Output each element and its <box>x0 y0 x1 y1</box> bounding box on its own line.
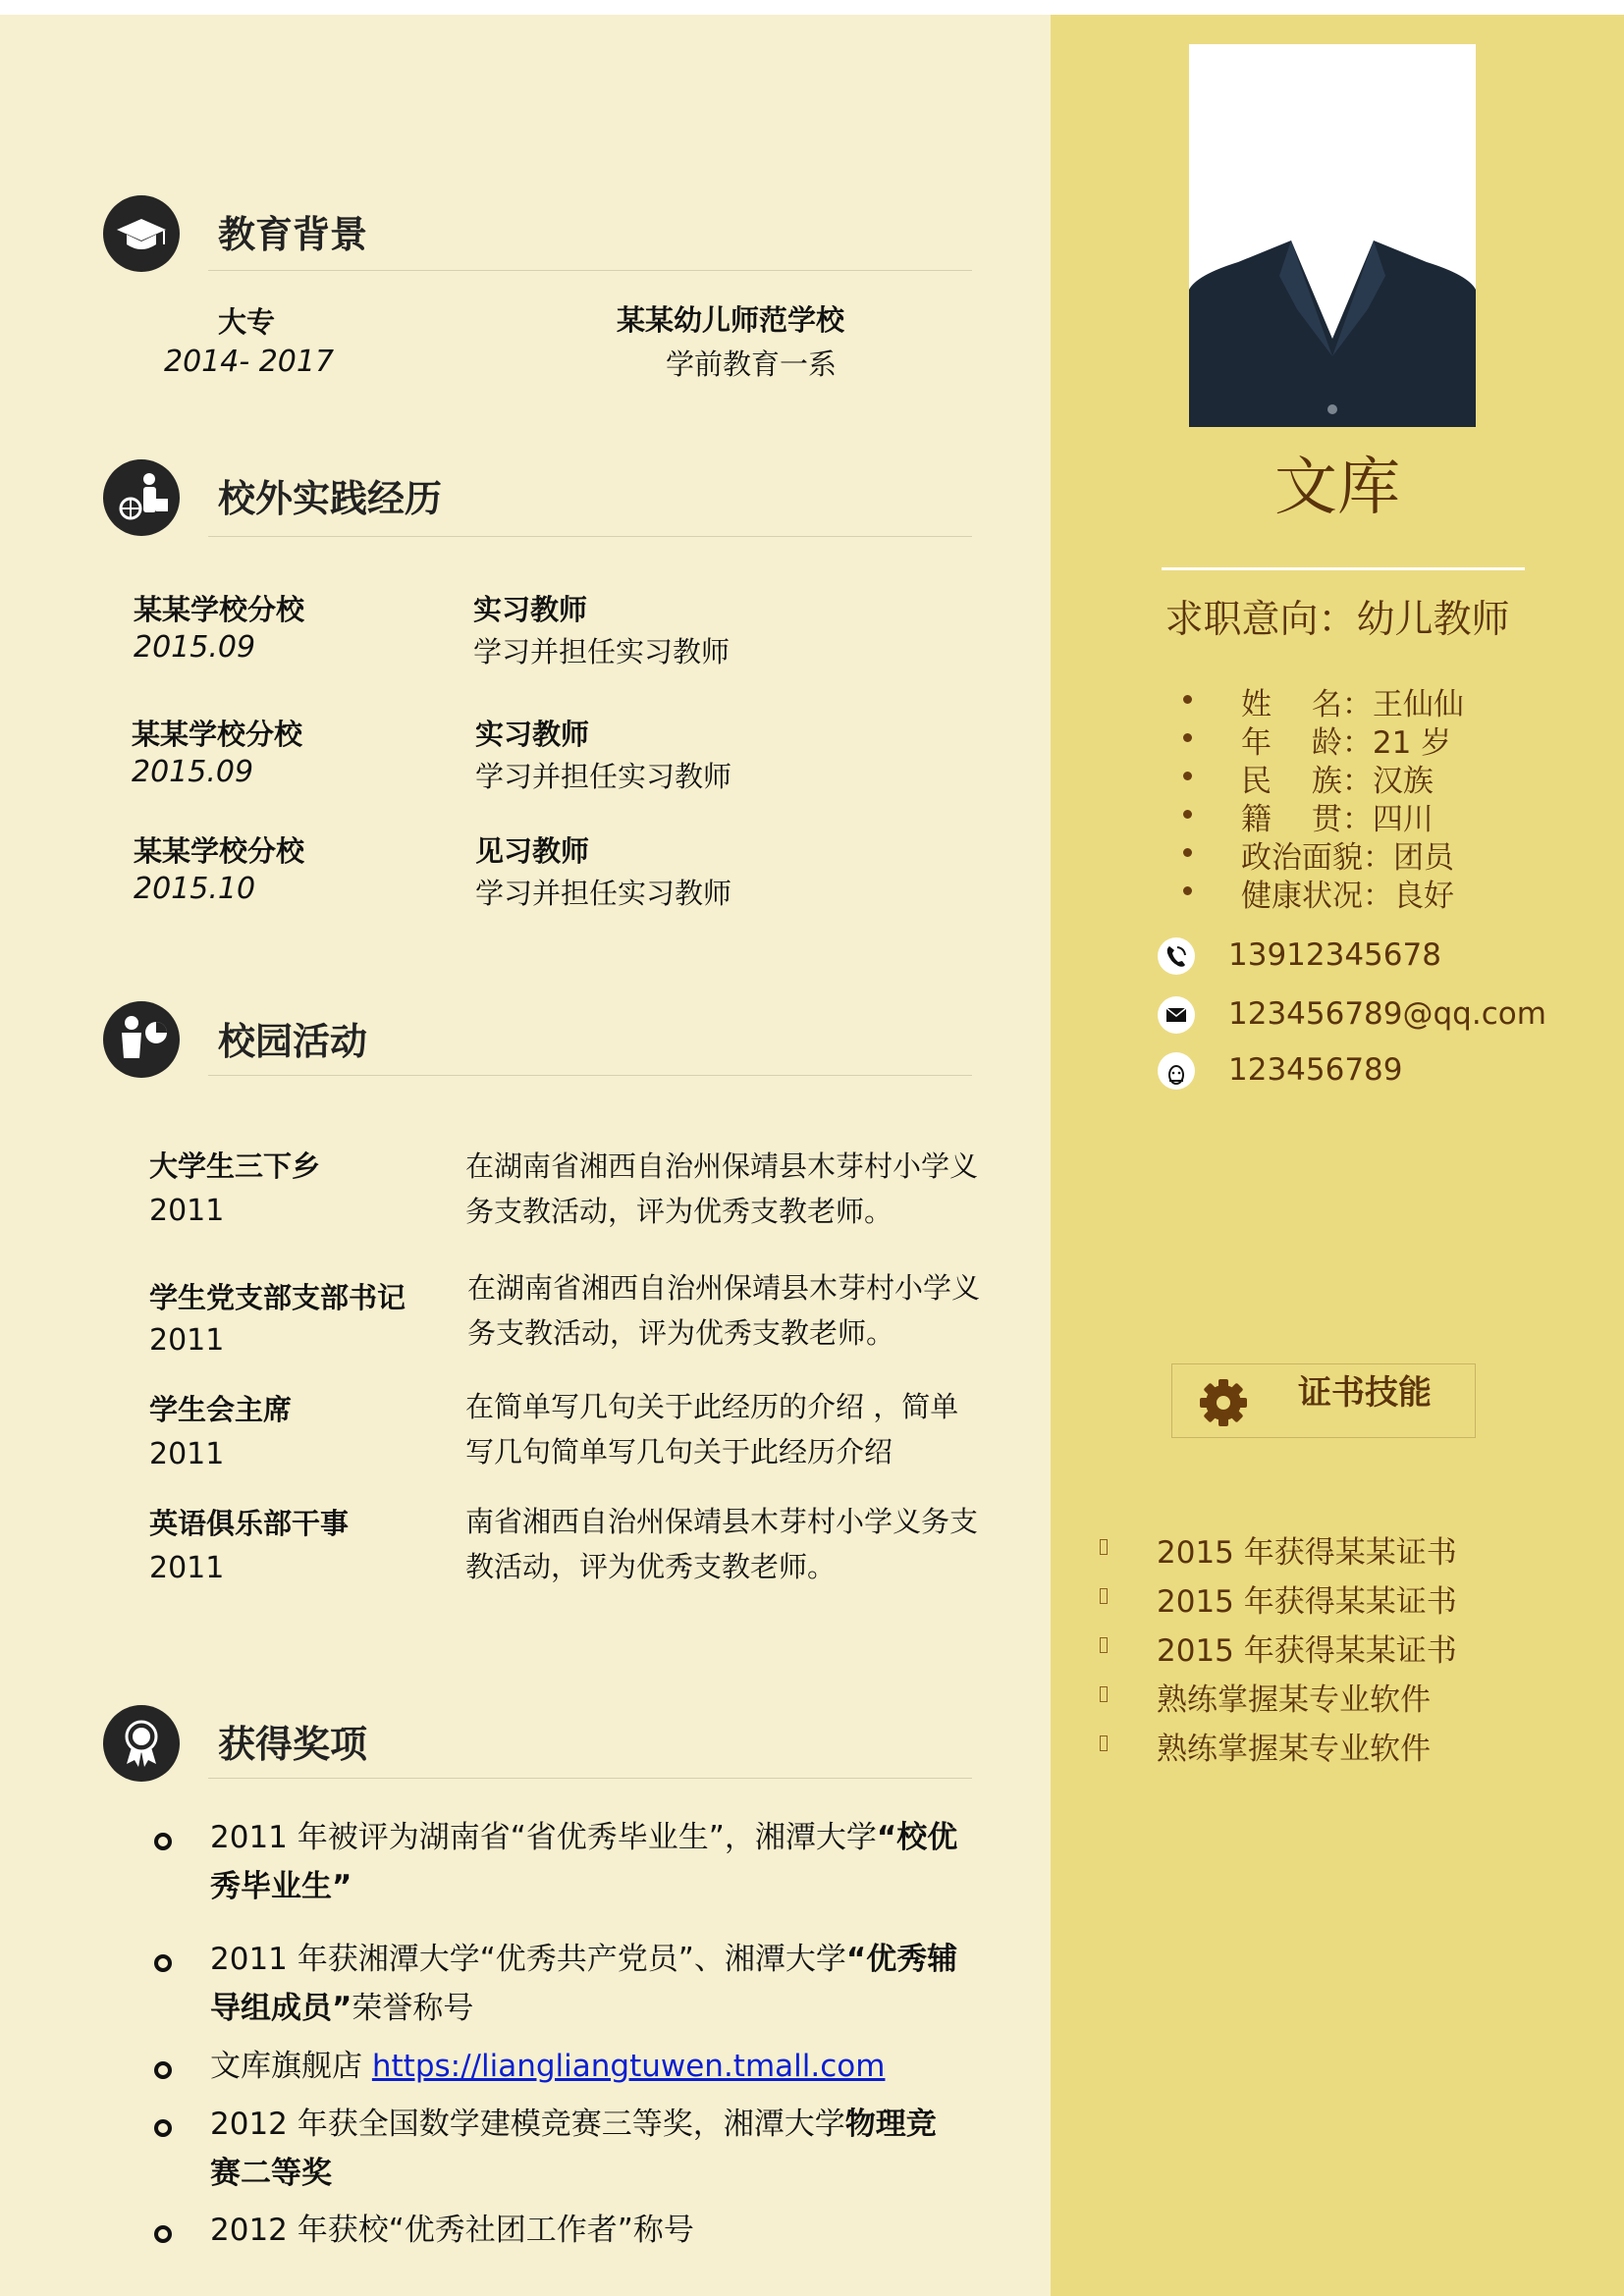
practice-org: 某某学校分校 <box>134 593 305 626</box>
award-item <box>210 1813 966 1911</box>
activity-year: 2011 <box>149 1323 225 1358</box>
bullet <box>1183 772 1192 780</box>
award-text: 2011 年被评为湖南省“省优秀毕业生”，湘潭大学 <box>210 1820 877 1855</box>
bullet <box>154 2119 172 2137</box>
section-divider <box>208 1778 972 1779</box>
graduation-cap-icon <box>103 195 180 272</box>
job-intent: 求职意向：幼儿教师 <box>1164 598 1510 642</box>
info-text: 籍 贯：四川 <box>1241 802 1434 837</box>
qq-icon <box>1158 1052 1195 1090</box>
qq-number: 123456789 <box>1228 1052 1403 1088</box>
award-medal-icon <box>103 1705 180 1782</box>
bullet <box>1100 1735 1108 1751</box>
practice-date: 2015.09 <box>132 755 254 789</box>
practice-item <box>0 713 1051 821</box>
award-item <box>210 1935 966 2033</box>
bullet <box>1183 695 1192 704</box>
practice-date: 2015.10 <box>134 872 256 906</box>
bullet <box>1183 848 1192 857</box>
award-highlight: 物理竞赛二等奖 <box>210 2107 937 2191</box>
info-text: 民 族：汉族 <box>1241 764 1434 799</box>
activity-name: 学生党支部支部书记 <box>149 1281 406 1314</box>
cert-text: 2015 年获得某某证书 <box>1157 1633 1457 1669</box>
activity-year: 2011 <box>149 1437 225 1471</box>
bullet <box>1100 1637 1108 1653</box>
award-item <box>210 2206 966 2255</box>
activity-desc: 在湖南省湘西自治州保靖县木芽村小学义务支教活动，评为优秀支教老师。 <box>465 1149 979 1228</box>
bullet <box>1183 733 1192 742</box>
practice-role: 实习教师 <box>473 593 588 626</box>
practice-desc: 学习并担任实习教师 <box>473 635 731 668</box>
award-text: 荣誉称号 <box>352 1991 474 2026</box>
practice-role: 实习教师 <box>475 718 590 751</box>
info-text: 健康状况：良好 <box>1241 879 1454 914</box>
practice-item <box>0 829 1051 937</box>
section-divider <box>208 270 972 271</box>
email-icon <box>1158 996 1195 1034</box>
profile-photo <box>1189 44 1476 427</box>
award-text: 文库旗舰店 <box>210 2049 372 2084</box>
cert-text: 熟练掌握某专业软件 <box>1157 1732 1431 1767</box>
bullet <box>154 2061 172 2079</box>
presenter-icon <box>103 1001 180 1078</box>
activity-name: 学生会主席 <box>149 1393 293 1426</box>
phone-icon <box>1158 937 1195 975</box>
activity-name: 英语俱乐部干事 <box>149 1507 350 1540</box>
bullet <box>1183 886 1192 895</box>
award-text: 2012 年获全国数学建模竞赛三等奖，湘潭大学 <box>210 2107 845 2142</box>
practice-date: 2015.09 <box>134 630 256 665</box>
practice-role: 见习教师 <box>475 834 590 868</box>
section-title-awards: 获得奖项 <box>218 1723 368 1766</box>
activity-desc: 在湖南省湘西自治州保靖县木芽村小学义务支教活动，评为优秀支教老师。 <box>467 1271 981 1350</box>
award-text: 2012 年获校“优秀社团工作者”称号 <box>210 2213 694 2248</box>
award-highlight: “校优秀毕业生” <box>210 1820 958 1904</box>
bullet <box>1100 1686 1108 1702</box>
section-title-practice: 校外实践经历 <box>218 477 443 520</box>
bullet <box>1183 810 1192 819</box>
activity-year: 2011 <box>149 1194 225 1228</box>
education-years: 2014- 2017 <box>164 345 335 379</box>
practice-org: 某某学校分校 <box>132 718 303 751</box>
section-divider <box>208 536 972 537</box>
practice-item <box>0 588 1051 696</box>
store-link[interactable]: https://liangliangtuwen.tmall.com <box>371 2049 886 2084</box>
candidate-name: 文库 <box>1274 452 1400 524</box>
education-school: 某某幼儿师范学校 <box>617 303 845 337</box>
gear-icon <box>1194 1373 1253 1432</box>
practice-desc: 学习并担任实习教师 <box>475 760 732 793</box>
bullet <box>1100 1588 1108 1604</box>
education-degree: 大专 <box>218 305 276 339</box>
section-title-activities: 校园活动 <box>218 1020 368 1063</box>
activity-desc: 在简单写几句关于此经历的介绍 ，简单写几句简单写几句关于此经历介绍 <box>465 1390 959 1468</box>
activity-desc: 南省湘西自治州保靖县木芽村小学义务支教活动，评为优秀支教老师。 <box>465 1505 979 1583</box>
section-title-education: 教育背景 <box>218 213 368 256</box>
award-item <box>210 2042 966 2091</box>
email-address: 123456789@qq.com <box>1228 996 1546 1032</box>
bullet <box>154 2225 172 2243</box>
education-department: 学前教育一系 <box>666 347 838 381</box>
cert-text: 2015 年获得某某证书 <box>1157 1535 1457 1571</box>
practice-org: 某某学校分校 <box>134 834 305 868</box>
practice-desc: 学习并担任实习教师 <box>475 877 732 910</box>
teacher-icon <box>103 459 180 536</box>
cert-text: 2015 年获得某某证书 <box>1157 1584 1457 1620</box>
info-text: 政治面貌：团员 <box>1241 840 1454 876</box>
cert-text: 熟练掌握某专业软件 <box>1157 1682 1431 1718</box>
name-divider <box>1162 567 1525 570</box>
info-text: 姓 名：王仙仙 <box>1241 687 1464 722</box>
resume-page <box>0 15 1624 2296</box>
bullet <box>154 1833 172 1850</box>
award-text: 2011 年获湘潭大学“优秀共产党员”、湘潭大学 <box>210 1942 846 1977</box>
section-title-certs: 证书技能 <box>1298 1373 1432 1413</box>
award-highlight: “优秀辅导组成员” <box>210 1942 958 2026</box>
bullet <box>1100 1539 1108 1555</box>
bullet <box>154 1954 172 1972</box>
activity-name: 大学生三下乡 <box>149 1149 321 1183</box>
phone-number: 13912345678 <box>1228 937 1441 973</box>
section-divider <box>208 1075 972 1076</box>
activity-year: 2011 <box>149 1551 225 1585</box>
info-text: 年 龄：21 岁 <box>1241 725 1452 761</box>
award-item <box>210 2100 966 2198</box>
